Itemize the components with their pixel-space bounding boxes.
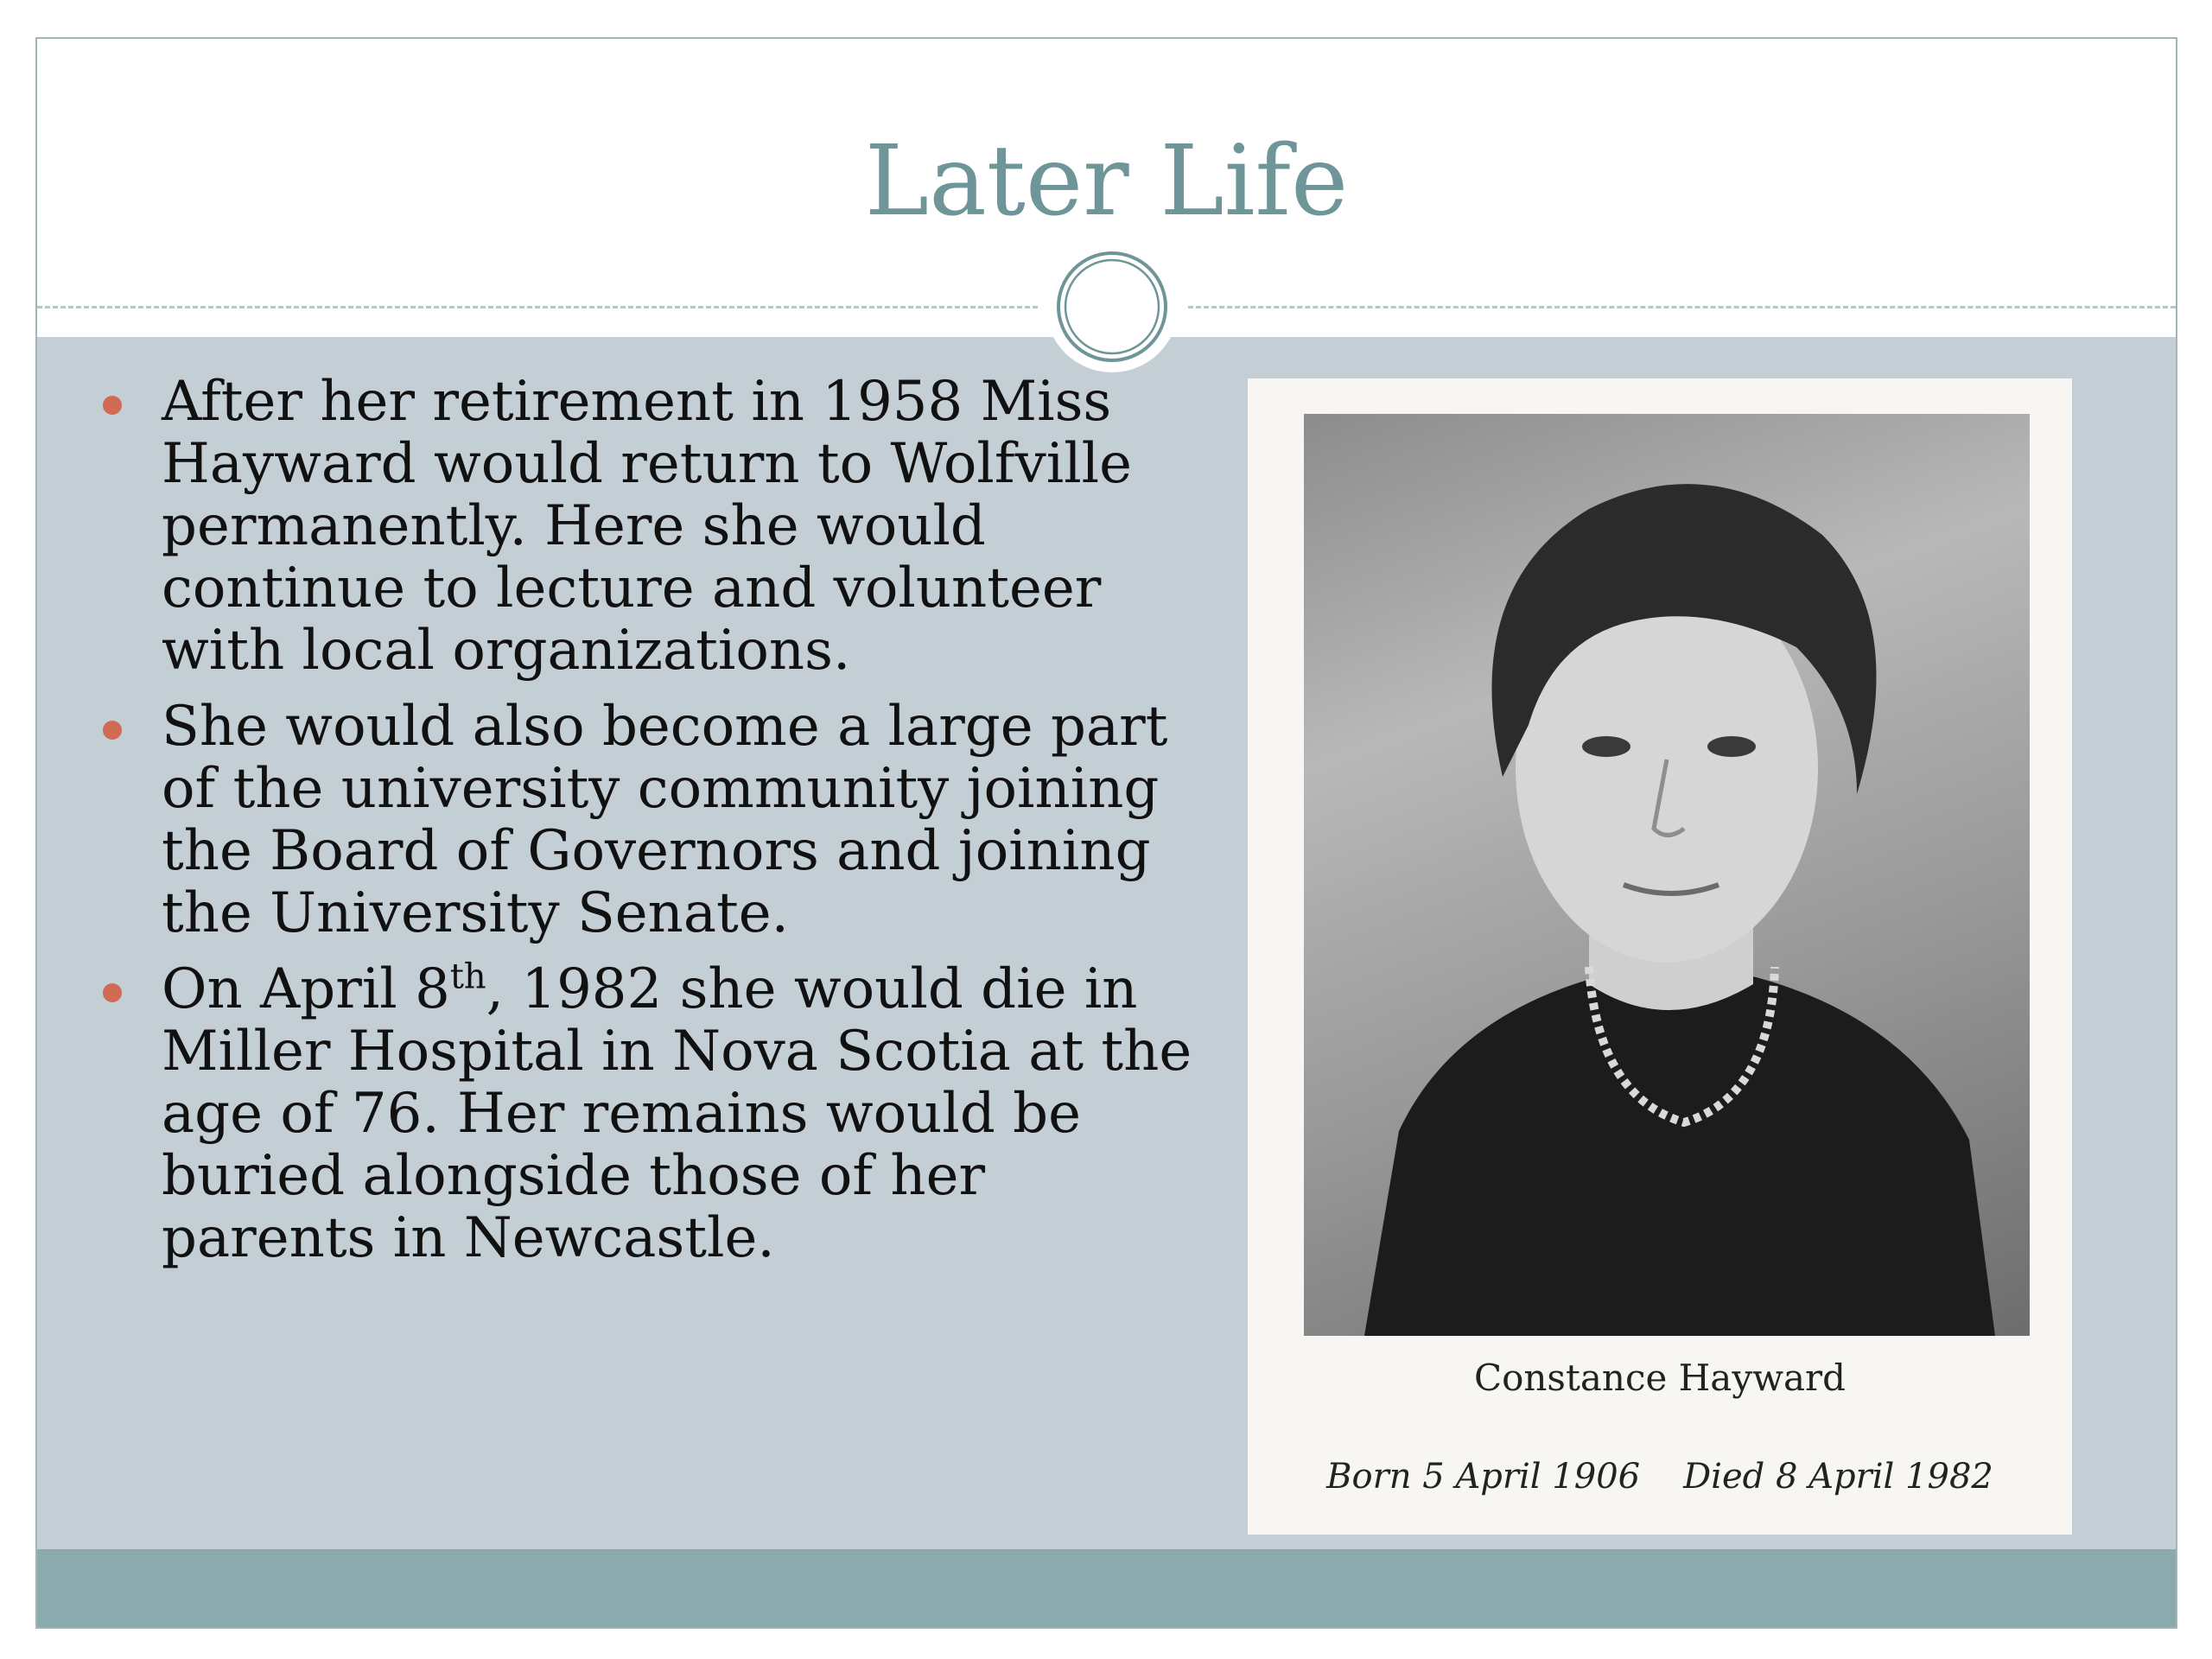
born-date: Born 5 April 1906 <box>1326 1457 1641 1497</box>
bullet-text-start: On April 8 <box>162 957 450 1021</box>
bullet-text: After her retirement in 1958 Miss Hayward would return to Wolfville permanently. Here she would continue to lecture and volunteer with local organizations. <box>162 370 1132 683</box>
portrait-card <box>1248 378 2072 1535</box>
bullet-list <box>37 371 1212 1283</box>
portrait-caption-dates <box>1248 1457 2072 1497</box>
slide-title: Later Life <box>864 125 1349 238</box>
bullet-item <box>37 958 1212 1269</box>
portrait-photo <box>1304 414 2030 1336</box>
divider-right <box>1188 306 2176 308</box>
divider-left <box>37 306 1038 308</box>
slide <box>35 37 2177 1629</box>
bullet-text: She would also become a large part of the university community joining the Board of Governors and joining the University Senate. <box>162 695 1168 945</box>
round-bullet <box>103 396 122 415</box>
double-ring-icon <box>1052 247 1172 366</box>
slide-footer-bar <box>37 1549 2176 1627</box>
bullet-text-end: , 1982 she would die in Miller Hospital in Nova Scotia at the age of 76. Her remains would be buried alongside those of her parents in Newcastle. <box>162 957 1192 1270</box>
portrait-illustration <box>1304 414 2030 1336</box>
died-date: Died 8 April 1982 <box>1683 1457 1993 1497</box>
bullet-superscript: th <box>449 957 486 997</box>
round-bullet <box>103 721 122 740</box>
portrait-caption-name: Constance Hayward <box>1473 1357 1847 1399</box>
bullet-item <box>37 371 1212 682</box>
round-bullet <box>103 983 122 1002</box>
bullet-item <box>37 696 1212 944</box>
